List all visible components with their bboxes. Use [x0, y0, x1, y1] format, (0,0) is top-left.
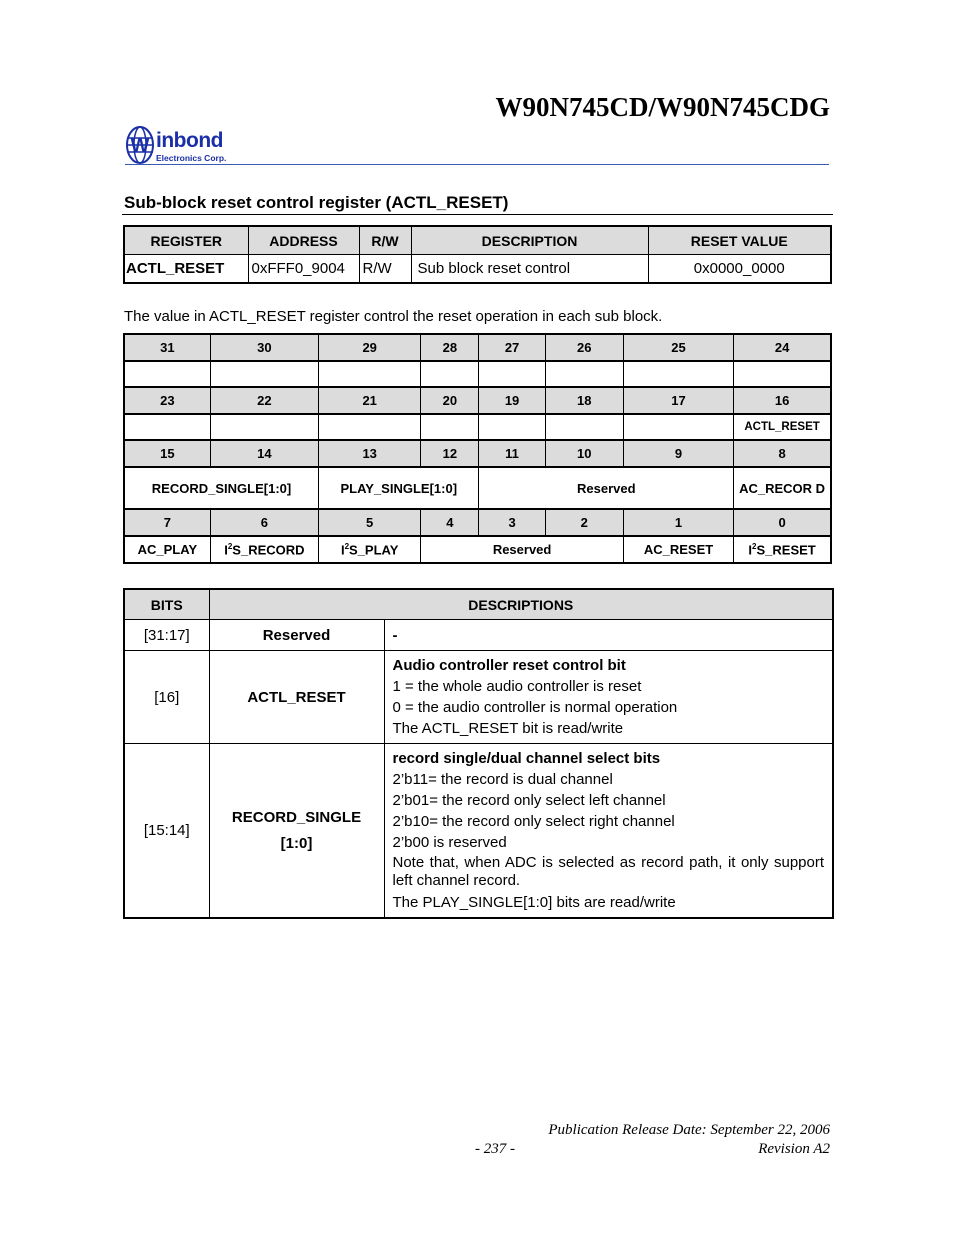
bit-number-row	[124, 387, 831, 414]
bit-field-empty	[319, 361, 421, 387]
header-reset-value: RESET VALUE	[648, 226, 831, 255]
desc-text	[384, 744, 833, 919]
bit-field-row	[124, 536, 831, 563]
bit-field-empty	[421, 414, 479, 440]
bit-field-reserved: Reserved	[479, 467, 734, 509]
bit-number: 21	[319, 387, 421, 414]
i2s-reset-sup: 2	[752, 541, 757, 551]
i2s-record-prefix: I	[224, 542, 228, 558]
bit-number: 18	[545, 387, 623, 414]
bit-number: 14	[210, 440, 318, 467]
bit-field-i2s-record	[210, 536, 318, 563]
register-name: ACTL_RESET	[124, 255, 248, 284]
bit-number: 6	[210, 509, 318, 536]
i2s-play-sup: 2	[344, 541, 350, 551]
desc-line: The ACTL_RESET bit is read/write	[392, 720, 624, 737]
bit-number: 26	[545, 334, 623, 361]
bit-field-i2s-reset	[734, 536, 831, 563]
bit-number: 12	[421, 440, 479, 467]
intro-text: The value in ACTL_RESET register control the reset operation in each sub block.	[124, 308, 663, 325]
header-rw: R/W	[359, 226, 411, 255]
header-register: REGISTER	[124, 226, 248, 255]
bit-field-empty	[210, 414, 318, 440]
desc-text: -	[384, 620, 833, 651]
bit-field-empty	[545, 361, 623, 387]
bit-field-ac-record: AC_RECOR D	[734, 467, 831, 509]
bit-number: 20	[421, 387, 479, 414]
desc-table-header	[124, 589, 833, 620]
desc-line: 2’b00 is reserved	[392, 834, 507, 851]
i2s-play-suffix: S_PLAY	[349, 542, 399, 558]
bit-number: 2	[545, 509, 623, 536]
bit-field-empty	[623, 414, 733, 440]
bit-number: 25	[623, 334, 733, 361]
header-rule	[125, 164, 829, 165]
footer-revision: Revision A2	[758, 1141, 830, 1157]
winbond-logo	[125, 124, 255, 166]
bit-field-table	[123, 333, 832, 564]
bit-number: 11	[479, 440, 545, 467]
bit-number-row	[124, 509, 831, 536]
bit-field-play-single: PLAY_SINGLE[1:0]	[319, 467, 479, 509]
desc-field-name: Reserved	[209, 620, 384, 651]
bit-field-empty	[479, 361, 545, 387]
desc-bits: [31:17]	[124, 620, 209, 651]
bit-field-i2s-play	[319, 536, 421, 563]
i2s-record-suffix: S_RECORD	[232, 542, 305, 558]
desc-line: 0 = the audio controller is normal operation	[392, 699, 678, 716]
i2s-reset-prefix: I	[748, 542, 753, 558]
desc-row	[124, 620, 833, 651]
bit-number: 1	[623, 509, 733, 536]
register-row	[124, 255, 831, 284]
header-bits: BITS	[124, 589, 209, 620]
desc-note: Note that, when ADC is selected as record path, it only support left channel record.	[392, 854, 825, 889]
bit-number: 28	[421, 334, 479, 361]
register-description: Sub block reset control	[411, 255, 648, 284]
section-rule	[122, 214, 833, 215]
document-title: W90N745CD/W90N745CDG	[495, 92, 830, 122]
i2s-reset-suffix: S_RESET	[756, 542, 816, 558]
register-table	[123, 225, 832, 284]
bit-field-empty	[479, 414, 545, 440]
desc-line: 2’b11= the record is dual channel	[392, 771, 613, 788]
bit-number: 31	[124, 334, 210, 361]
desc-field-line: [1:0]	[280, 834, 313, 852]
desc-line: The PLAY_SINGLE[1:0] bits are read/write	[392, 894, 676, 911]
bit-field-empty	[421, 361, 479, 387]
desc-field-line: RECORD_SINGLE	[231, 808, 362, 826]
bit-number: 0	[734, 509, 831, 536]
bit-field-empty	[319, 414, 421, 440]
bit-number: 13	[319, 440, 421, 467]
bit-field-ac-reset: AC_RESET	[623, 536, 733, 563]
section-title: Sub-block reset control register (ACTL_RESET)	[124, 193, 509, 212]
bit-number: 8	[734, 440, 831, 467]
bit-field-empty	[124, 361, 210, 387]
desc-field-name	[209, 744, 384, 919]
svg-text:W: W	[130, 135, 150, 157]
desc-text	[384, 651, 833, 744]
bit-field-actl-reset: ACTL_RESET	[734, 414, 831, 440]
bit-number: 30	[210, 334, 318, 361]
bit-number: 7	[124, 509, 210, 536]
bit-field-row	[124, 467, 831, 509]
i2s-record-sup: 2	[227, 541, 233, 551]
bit-field-reserved: Reserved	[421, 536, 624, 563]
desc-line: 2’b10= the record only select right channel	[392, 813, 675, 830]
bit-field-ac-play: AC_PLAY	[124, 536, 210, 563]
desc-title: record single/dual channel select bits	[392, 750, 661, 767]
register-table-header	[124, 226, 831, 255]
bit-field-row	[124, 414, 831, 440]
bit-field-record-single: RECORD_SINGLE[1:0]	[124, 467, 319, 509]
bit-number: 24	[734, 334, 831, 361]
register-address: 0xFFF0_9004	[248, 255, 359, 284]
desc-title: Audio controller reset control bit	[392, 657, 626, 674]
bit-field-empty	[210, 361, 318, 387]
register-reset-value: 0x0000_0000	[648, 255, 831, 284]
register-rw: R/W	[359, 255, 411, 284]
desc-bits: [16]	[124, 651, 209, 744]
bit-field-empty	[124, 414, 210, 440]
bit-number: 15	[124, 440, 210, 467]
header-address: ADDRESS	[248, 226, 359, 255]
footer-release-date: Publication Release Date: September 22, 2006	[548, 1122, 830, 1138]
bit-number: 19	[479, 387, 545, 414]
bit-number: 10	[545, 440, 623, 467]
header-description: DESCRIPTION	[411, 226, 648, 255]
desc-field-name: ACTL_RESET	[209, 651, 384, 744]
logo-wordmark: inbond	[156, 129, 223, 152]
bit-number: 3	[479, 509, 545, 536]
bit-number: 29	[319, 334, 421, 361]
desc-line: 2’b01= the record only select left channel	[392, 792, 666, 809]
bit-description-table	[123, 588, 834, 919]
globe-icon	[125, 124, 155, 164]
footer-page-number: - 237 -	[475, 1141, 515, 1157]
bit-number: 22	[210, 387, 318, 414]
bit-number: 23	[124, 387, 210, 414]
desc-line: 1 = the whole audio controller is reset	[392, 678, 642, 695]
i2s-play-prefix: I	[340, 542, 345, 558]
desc-row	[124, 744, 833, 919]
bit-field-row	[124, 361, 831, 387]
desc-bits: [15:14]	[124, 744, 209, 919]
bit-number: 16	[734, 387, 831, 414]
bit-number-row	[124, 440, 831, 467]
header-descriptions: DESCRIPTIONS	[209, 589, 833, 620]
logo-subtitle: Electronics Corp.	[156, 153, 227, 163]
bit-field-empty	[623, 361, 733, 387]
bit-field-empty	[734, 361, 831, 387]
bit-field-empty	[545, 414, 623, 440]
bit-number: 17	[623, 387, 733, 414]
desc-row	[124, 651, 833, 744]
bit-number: 27	[479, 334, 545, 361]
bit-number: 5	[319, 509, 421, 536]
bit-number-row	[124, 334, 831, 361]
bit-number: 9	[623, 440, 733, 467]
bit-number: 4	[421, 509, 479, 536]
